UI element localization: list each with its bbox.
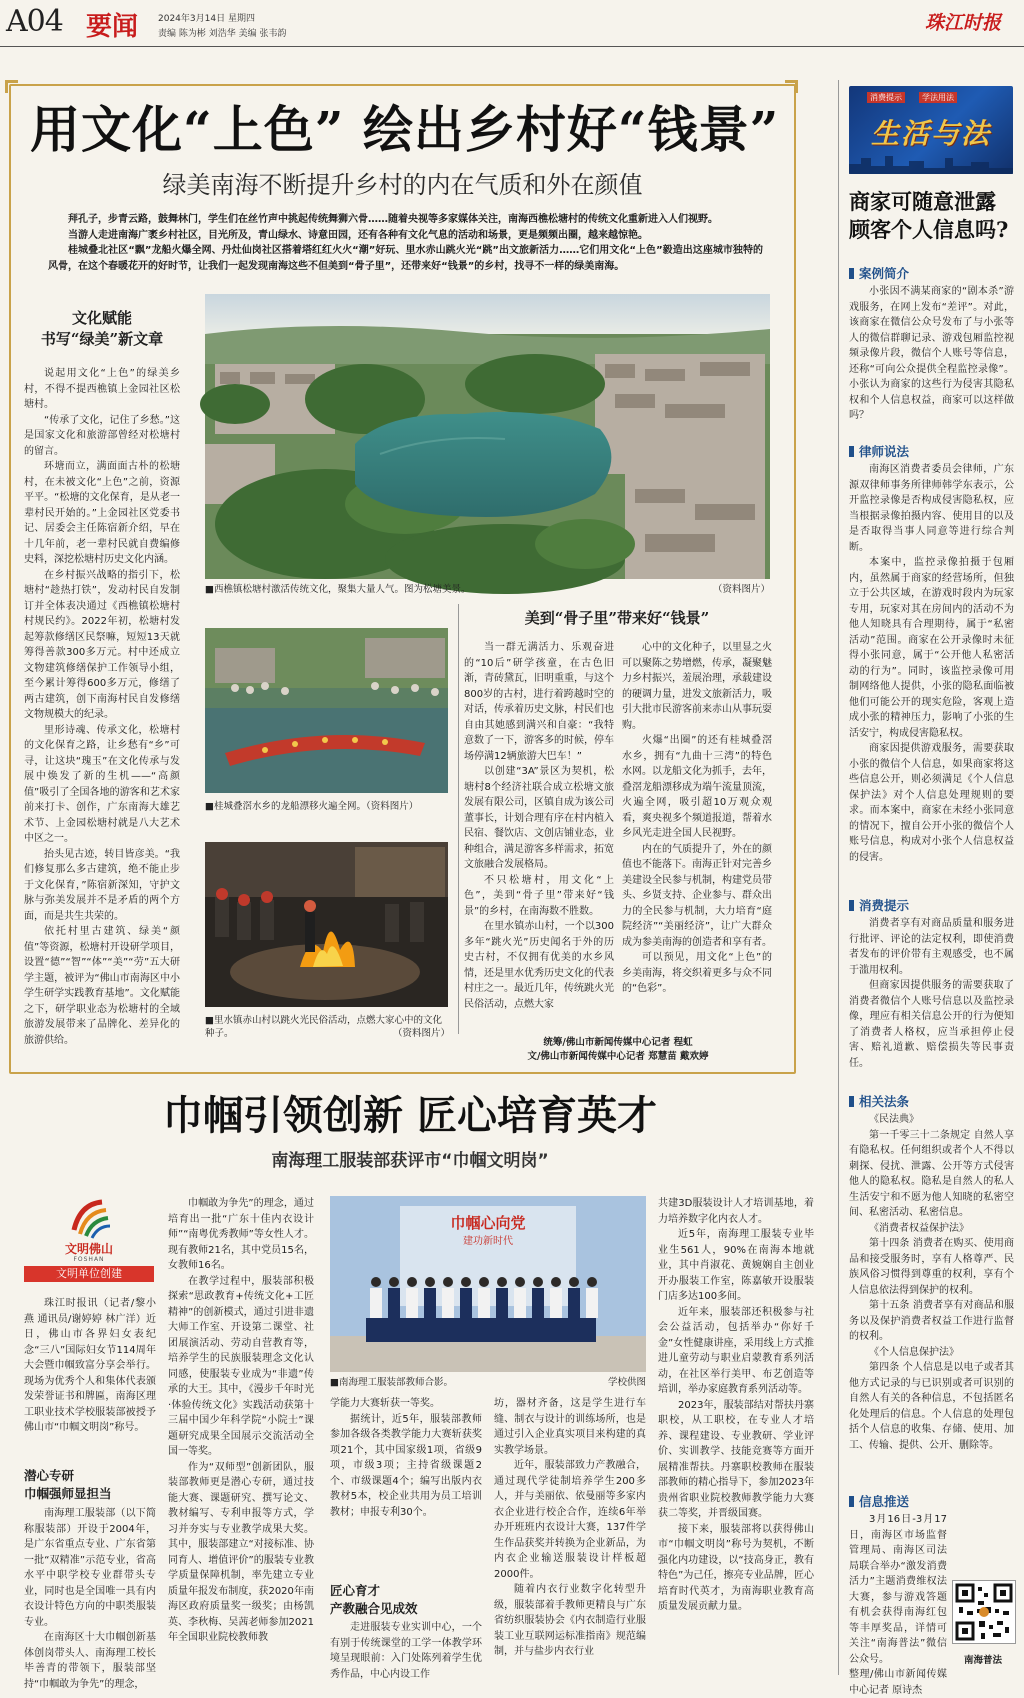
second-section-heading-2: 匠心育才 产教融合见成效 [330,1583,418,1616]
lead-subheadline: 绿美南海不断提升乡村的内在气质和外在颜值 [162,171,643,199]
frame-corner [5,80,18,93]
article-paragraph: 可以预见，用文化“上色”的乡美南海，将交织着更多与众不同的“色彩”。 [622,952,772,994]
second-column-2 [168,1196,314,1674]
section-name: 要闻 [86,12,139,42]
sidebar-paragraph: 《个人信息保护法》 [869,1346,959,1358]
photo-village-caption [205,583,770,596]
sidebar-paragraph: 南海区消费者委员会律师，广东源双律师事务所律师韩学东表示，公开监控录像是否构成侵害隐私权，应当根据录像拍摄内容、使用目的以及是否取得当事人同意等进行综合判断。 [849,464,1014,553]
caption-marker: ■ [205,801,214,812]
sidebar-section-lawyer: 律师说法 [849,442,909,460]
dragon-boat-illustration [205,628,448,793]
article-paragraph: 心中的文化种子，以里显之火可以聚陈之势增燃，传承，凝聚魅力乡村振兴，羞展治理，承载建设的硬调力量，进发文旅新活力，吸引大批市民游客前来赤山从事玩耍购。 [622,642,772,731]
article-paragraph: “传承了文化，记住了乡愁。”这是国家文化和旅游部曾经对松塘村的留言。 [24,414,180,457]
sidebar-section-case: 案例简介 [849,264,909,282]
article-paragraph: 环塘而立，满面面古朴的松塘村，在未被文化“上色”之前，资源平平。“松塘的文化保育，是从老一辈村民开始的。”上金园社区党委书记、居委会主任陈宿新介绍，早在十几年前，老一辈村民就自费编修史料，深挖松塘村历史文化内涵。 [24,461,180,565]
section-heading-beauty: 美到“骨子里”带来好“钱景” [524,609,710,627]
sidebar-divider [838,80,839,1675]
masthead [0,0,1024,52]
article-paragraph: 在乡村振兴战略的指引下，松塘村“趁热打铁”，发动村民自发制订并全体表决通过《西樵镇松塘村村规民约》。2022年初，松塘村发起筹款修缮区民祭嘛，短短13天就筹得善款300多万元。村中还成立文物建筑修缮保护工作领导小组，至今累计筹得600多万元，修缮了两古建筑，创下南海村民自发修缮文物规模大的纪录。 [24,569,180,720]
article-paragraph: 内在的气质提升了，外在的颜值也不能落下。南海正针对完善乡美建设全民参与机制，构建党员带头、乡贤支持、企业参与、群众出力的全民参与机制，大力培育“庭院经济”“美丽经济”，让广大群众成为参美南海的创造者和享有者。 [622,843,772,948]
lead-column-3 [464,640,614,1030]
lead-column-1 [24,366,180,1058]
article-paragraph: 在南海区十大巾帼创新基体创岗带头人、南海理工校长毕善青的带领下，服装部坚持“巾帼敢为争先”的理念， [24,1632,156,1690]
sidebar-paragraph: 《民法典》 [869,1114,919,1125]
sidebar-case-text [849,284,1014,432]
qr-code-icon [953,1581,1015,1643]
article-paragraph: 说起用文化“上色”的绿美乡村，不得不提西樵镇上金园社区松塘村。 [24,368,180,410]
caption-credit: 学校供图 [607,1377,646,1388]
article-paragraph: 南海理工服装部（以下简称服装部）开设于2004年，是广东省重点专业、广东省第一批“双精准”示范专业，省高水平中职学校专业群带头专业，同时也是全国唯一具有内衣设计特色方向的中职类服装专业。 [24,1508,156,1628]
photo-teachers-caption [330,1376,646,1389]
caption-marker: ■ [330,1377,339,1388]
second-subheadline: 南海理工服装部获评市“巾帼文明岗” [271,1151,549,1171]
caption-text: 里水镇赤山村以跳火光民俗活动，点燃大家心中的文化种子。 [205,1015,442,1039]
photo-teachers-group [330,1196,646,1372]
sidebar-paragraph: 但商家因提供服务的需要获取了消费者微信个人账号信息以及监控录像，理应有相关信息公开的行为便知了消费者人格权，应当承担停止侵害、赔礼道歉、赔偿损失等民事责任。 [849,980,1014,1069]
article-paragraph: 2023年，服装部结对帮扶丹寨职校，从工职校，在专业人才培养、课程建设、专业教研、学业评价、实训教学、技能竞赛等方面开展精准帮扶。丹寨职校教师在服装部教师的精心指导下，参加2023年贵州省职业院校教师教学能力大赛获二等奖，并晋级国赛。 [658,1399,814,1519]
sidebar-title: 商家可随意泄露 顾客个人信息吗? [849,189,1009,242]
banner-tag: 消费提示 [867,92,905,103]
section-heading-culture: 文化赋能 书写“绿美”新文章 [40,309,164,348]
sidebar-section-tips: 消费提示 [849,896,909,914]
article-paragraph: 坊，器材齐备，这是学生进行车缝、制衣与设计的训练场所，也是通过引入企业真实项目来构建的真实教学场景。 [494,1398,646,1456]
banner-slogan: 巾帼心向党 [450,1214,526,1232]
sidebar-tips-text [849,916,1014,1088]
caption-text: 南海理工服装部教师合影。 [338,1377,453,1388]
article-paragraph: 里形诗魂、传承文化，松塘村的文化保育之路，让乡愁有“乡”可寻，让这块“瑰玉”在文化传承与发展中焕发了新的生机——“高颜值”吸引了全国各地的游客和艺术家前来打卡、创作，广东南海大雄艺术节、上金园松塘村就是八大艺术中区之一。 [24,724,180,844]
banner-tag: 学法用法 [919,92,957,103]
village-aerial-illustration [205,294,770,579]
article-paragraph: 近年，服装部致力产教融合，通过现代学徒制培养学生200多人，并与美丽依、依曼丽等多家内衣企业进行校企合作，连续6年举办开班班内衣设计大赛，137件学生作品获奖并转换为企业新品，为内衣企业输送服装设计样板超2000件。 [494,1460,646,1580]
sidebar-paragraph: 第四条 个人信息是以电子或者其他方式记录的与已识别或者可识别的自然人有关的各种信息，不包括匿名化处理后的信息。个人信息的处理包括个人信息的收集、存储、使用、加工、传输、提供、公开、删除等。 [849,1362,1014,1451]
sidebar-section-info: 信息推送 [849,1492,909,1510]
article-paragraph: 当一群无满活力、乐观奋进的“10后”研学孩童，在古色旧渐，青砖黛瓦，旧明重重，与这个800岁的古村，进行着跨越时空的对话，传承着历史文脉，村民们也自由其她感到满兴和自豪：“我特意数了一下，游客多的时候，停车场停满12辆旅游大巴车！” [464,642,614,762]
article-paragraph: 火爆“出圈”的还有桂城叠滘水乡，拥有“九曲十三湾”的特色水网。以龙船文化为抓手，去年，叠滘龙船漂移成为端午流量顶流，火遍全网，吸引超10万观众观看，爽央视多个频道报道，帮着水乡风光走进全国人民视野。 [622,735,772,839]
lead-headline: 用文化“上色” 绘出乡村好“钱景” [30,100,780,159]
logo-title: 文明佛山 [64,1242,113,1256]
article-paragraph: 依托村里古建筑、绿美“颜值”等资源，松塘村开设研学项目，设置“德”“智”“体”“美”“劳”五大研学主题，被评为“佛山市南海区中小学生研学实践教育基地”。文化赋能之下，研学职业态为松塘村的全域旅游发展带来了品牌化、差异化的旅游供给。 [24,926,180,1046]
banner-title: 生活与法 [870,117,991,150]
article-paragraph: 走进服装专业实训中心，一个有别于传统课堂的工学一体教学环境呈现眼前：入门处陈列着学生优秀作品，中心内设工作 [330,1622,482,1680]
sidebar-paragraph: 3月16日-3月17日，南海区市场监督管理局、南海区司法局联合举办“激发消费活力”主题消费维权法大赛，参与游戏答题有机会获得南海红包等丰厚奖品，详情可关注“南海普法”微信公众号。 [849,1514,947,1665]
intro-paragraph: 桂城叠北社区“飘”龙船火爆全网、丹灶仙岗社区搭着塔红红火火“潮”好玩、里水赤山跳火光“跳”出文旅新活力……它们用文化“上色”毅造出这座城市独特的风骨，在这个春暖花开的好时节，让我们一起发现南海这些不但美到“骨子里”，还带来好“钱景”的乡村，找寻不一样的绿美南海。 [48,245,763,272]
photo-fire-caption [205,1014,450,1040]
sidebar-paragraph: 《消费者权益保护法》 [869,1222,969,1234]
caption-marker: ■ [205,1015,214,1026]
sidebar-credit: 整理/佛山市新闻传媒中心记者 原诗杰 [849,1669,947,1696]
sidebar-paragraph: 商家因提供游戏服务，需要获取小张的微信个人信息，如果商家将这些信息公开，则必须满足《个人信息保护法》对个人信息处理规则的要求。而本案中，商家在未经小张同意的情况下，擅自公开小张的微信个人账号信息，构成对小张个人信息权益的侵害。 [849,743,1014,863]
article-paragraph: 抬头见古迹，转目皆彦美。“我们修复那么多古建筑，绝不能止步于文化保育，”陈宿新深知，守护文脉与弥美发展并不是矛盾的两个方面，而是共生共荣的。 [24,848,180,922]
article-paragraph: 不只松塘村，用文化“上色”，美到“骨子里”带来好“钱景”的乡村，在南海数不胜数。 [464,874,614,917]
banner-slogan: 建功新时代 [463,1236,513,1247]
caption-text: 桂城叠滘水乡的龙船漂移火遍全网。（资料图片） [213,801,419,812]
article-paragraph: 学能力大赛斩获一等奖。 [330,1398,440,1409]
banner-skyline [849,152,1013,174]
issue-editors: 责编 陈为彬 刘浩华 美编 张韦韵 [158,29,287,39]
fire-festival-illustration [205,842,448,1007]
sidebar-lawyer-text [849,462,1014,894]
logo-tag: 文明单位创建 [24,1266,154,1282]
second-section-heading-1: 潜心专研 巾帼强师显担当 [24,1468,112,1501]
frame-corner [785,80,798,93]
sidebar-paragraph: 第十四条 消费者在购买、使用商品和接受服务时，享有人格尊严、民族风俗习惯得到尊重的权利，享有个人信息依法得到保护的权利。 [849,1238,1014,1296]
caption-credit: （资料图片） [712,584,770,595]
second-column-3b [330,1620,482,1680]
article-paragraph: 巾帼敢为争先”的理念，通过培育出一批“广东十佳内衣设计师”“南粤优秀教师”等女性人才。现有教师21名，其中党员15名，女教师16名。 [168,1198,314,1271]
article-paragraph: 作为“双师型”创新团队，服装部教师更是潜心专研，通过技能大赛、课题研究、撰写论文、教材编写、专利申报等方式，学习并夯实与专业教学成果大奖。其中，服装部建立“对接标准、协同育人、增值评价”的服装专业教学质量保障机制，率先建立专业质量年报发布制度，获2020年南海区政府质量奖一级奖；由杨凯英、李秋梅、吴茜老师参加2021年全国职业院校教师教 [168,1461,314,1643]
article-paragraph: 随着内衣行业数字化转型升级，服装部着手教师更精良与广东省纺织服装协会《内衣制造行业服装工业互联网运标准指南》规范编制，并与盐步内衣行业 [494,1584,646,1657]
article-paragraph: 共建3D服装设计人才培训基地，着力培养数字化内衣人才。 [658,1198,814,1225]
sidebar-info-text [849,1512,947,1696]
article-paragraph: 接下来，服装部将以获得佛山市“巾帼文明岗”称号为契机，不断强化内功建设，以“技高身正，教有特色”为己任，擦亮专业品牌，匠心培育时代英才，为南海职业教育高质量发展贡献力量。 [658,1523,814,1612]
photo-dragon-boat [205,628,448,793]
sidebar-laws-text [849,1112,1014,1482]
photo-village-aerial [205,294,770,579]
issue-date: 2024年3月14日 星期四 [158,14,255,24]
lead-byline: 统筹/佛山市新闻传媒中心记者 程虹 文/佛山市新闻传媒中心记者 郑慧苗 戴欢婷 [527,1037,709,1062]
second-headline: 巾帼引领创新 匠心培育英才 [163,1092,657,1139]
sidebar-banner [849,86,1013,174]
sidebar-section-laws: 相关法条 [849,1092,909,1110]
caption-credit: （资料图片） [392,1028,450,1039]
qr-label: 南海普法 [963,1655,1002,1666]
photo-fire-festival [205,842,448,1007]
article-paragraph: 近年来，服装部还积极参与社会公益活动，包括举办“你好千金”女性健康讲座，采用线上方式推进儿童劳动与职业启蒙教育系列活动，在社区举行美甲、布艺创造等培训，举办家庭教育系列活动等。 [658,1306,814,1395]
caption-marker: ■ [205,584,214,595]
civilized-foshan-emblem-icon [68,1196,112,1240]
sidebar-paragraph: 第十五条 消费者享有对商品和服务以及保护消费者权益工作进行监督的权利。 [849,1300,1014,1342]
masthead-rule [0,46,1024,47]
caption-text: 西樵镇松塘村激活传统文化，聚集大量人气。图为松塘美景。 [213,584,471,595]
civilized-foshan-logo [24,1196,154,1286]
intro-paragraph: 当游人走进南海广袤乡村社区，目光所及，青山绿水、诗意田园，还有各种有文化气息的活动和场景，更是频频出圈，越来越惊艳。 [68,229,648,241]
photo-dragon-boat-caption [205,800,450,813]
sidebar-paragraph: 第一千零三十二条规定 自然人享有隐私权。任何组织或者个人不得以刺探、侵扰、泄露、公开等方式侵害他人的隐私权。隐私是自然人的私人生活安宁和不愿为他人知晓的私密空间、私密活动、私密信息。 [849,1129,1014,1218]
sidebar-paragraph: 小张因不满某商家的“剧本杀”游戏服务，在网上发布“差评”。对此，该商家在微信公众号发布了与小张等人的微信群聊记录、游戏包厢监控视频录像片段，微信个人账号等信息，还称“可向公众提供全程监控录像”。小张认为商家的这些行为侵害其隐私权和个人信息权益，商家可以这样做吗？ [849,286,1014,421]
sidebar-paragraph: 本案中，监控录像拍摄于包厢内，虽然属于商家的经营场所，但独立于公共区域，在游戏时段内为玩家专用，玩家对其在房间内的活动不为他人知晓具有合理期待，属于“私密活动”范围。商家在公开录像时未征得小张同意，属于“公开他人私密活动的行为”。同时，该监控录像可用制网络他人提供，小张的隐私面临被他们可能公开的现实危险，客观上造成小张的精神压力，影响了小张的生活安宁，构成侵害隐私权。 [849,557,1014,739]
newspaper-brand: 珠江时报 [925,12,1002,34]
page-number: A04 [6,4,63,39]
lead-column-4 [622,640,772,1030]
logo-subtitle: FOSHAN [73,1256,105,1263]
article-paragraph: 以创建“3A”景区为契机，松塘村8个经济社联合成立松塘文旅发展有限公司，区镇自成为该公司董事长，计划合理有序在村内植入民宿、餐饮店、文创店铺业态，业种组合，满足游客多样需求，拓宽文旅融合发展格局。 [464,766,614,870]
second-column-4 [494,1396,646,1674]
article-paragraph: 珠江时报讯（记者/黎小燕 通讯员/谢婷婷 林广洋）近日，佛山市各界妇女表纪念“三八”国际妇女节114周年大会暨巾帼致富分享会举行。现场为优秀个人和集体代表颁发荣誉证书和牌匾，南海区理工职业技术学校服装部被授予佛山市“巾帼文明岗”称号。 [24,1298,156,1433]
column-divider [458,604,459,1034]
article-paragraph: 据统计，近5年，服装部教师参加各级各类教学能力大赛斩获奖项21个，其中国家级1项，省级9项，市级3项；主持省级课题2个、市级课题4个；编写出版内衣教材5本，校企业共用为员工培训教材；申报专利30个。 [330,1413,482,1518]
second-column-3a [330,1396,482,1518]
second-column-1a [24,1296,156,1464]
article-paragraph: 在里水镇赤山村，一个以300多年“跳火光”历史闻名于外的历史古村，不仅拥有优美的水乡风情，还是里水优秀历史文化的代表村庄之一。最近几年，传统跳火光民俗活动，点燃大家 [464,921,614,1010]
article-paragraph: 在教学过程中，服装部积极探索“思政教育+传统文化+工匠精神”的创新模式，通过引进非遗大师工作室、开设第二课堂、社团展演活动、劳动自营教育等，培养学生的民族服装理念文化认同感，使服装专业成为“非遗”传承的大王。其中，《漫步千年时光·体验传统文化》实践活动获第十三届中国少年科学院“小院士”课题研究成果全国展示交流活动全国一等奖。 [168,1275,314,1457]
intro-paragraph: 拜孔子，步青云路，鼓舞林门，学生们在丝竹声中挑起传统舞狮六骨……随着央视等多家媒体关注，南海西樵松塘村的传统文化重新进入人们视野。 [68,214,718,225]
article-paragraph: 近5年，南海理工服装专业毕业生561人，90%在南海本地就业，其中肖淑花、黄婉娴自主创业开办服装工作室，陈嘉敏开设服装门店多达100多间。 [658,1229,814,1302]
second-column-5 [658,1196,814,1674]
lead-intro [48,212,763,276]
qr-code[interactable] [952,1580,1016,1644]
second-column-1b [24,1506,156,1690]
sidebar-paragraph: 消费者享有对商品质量和服务进行批评、评论的法定权利，即使消费者发布的评价带有主观感受，也不属于滥用权利。 [849,918,1014,976]
